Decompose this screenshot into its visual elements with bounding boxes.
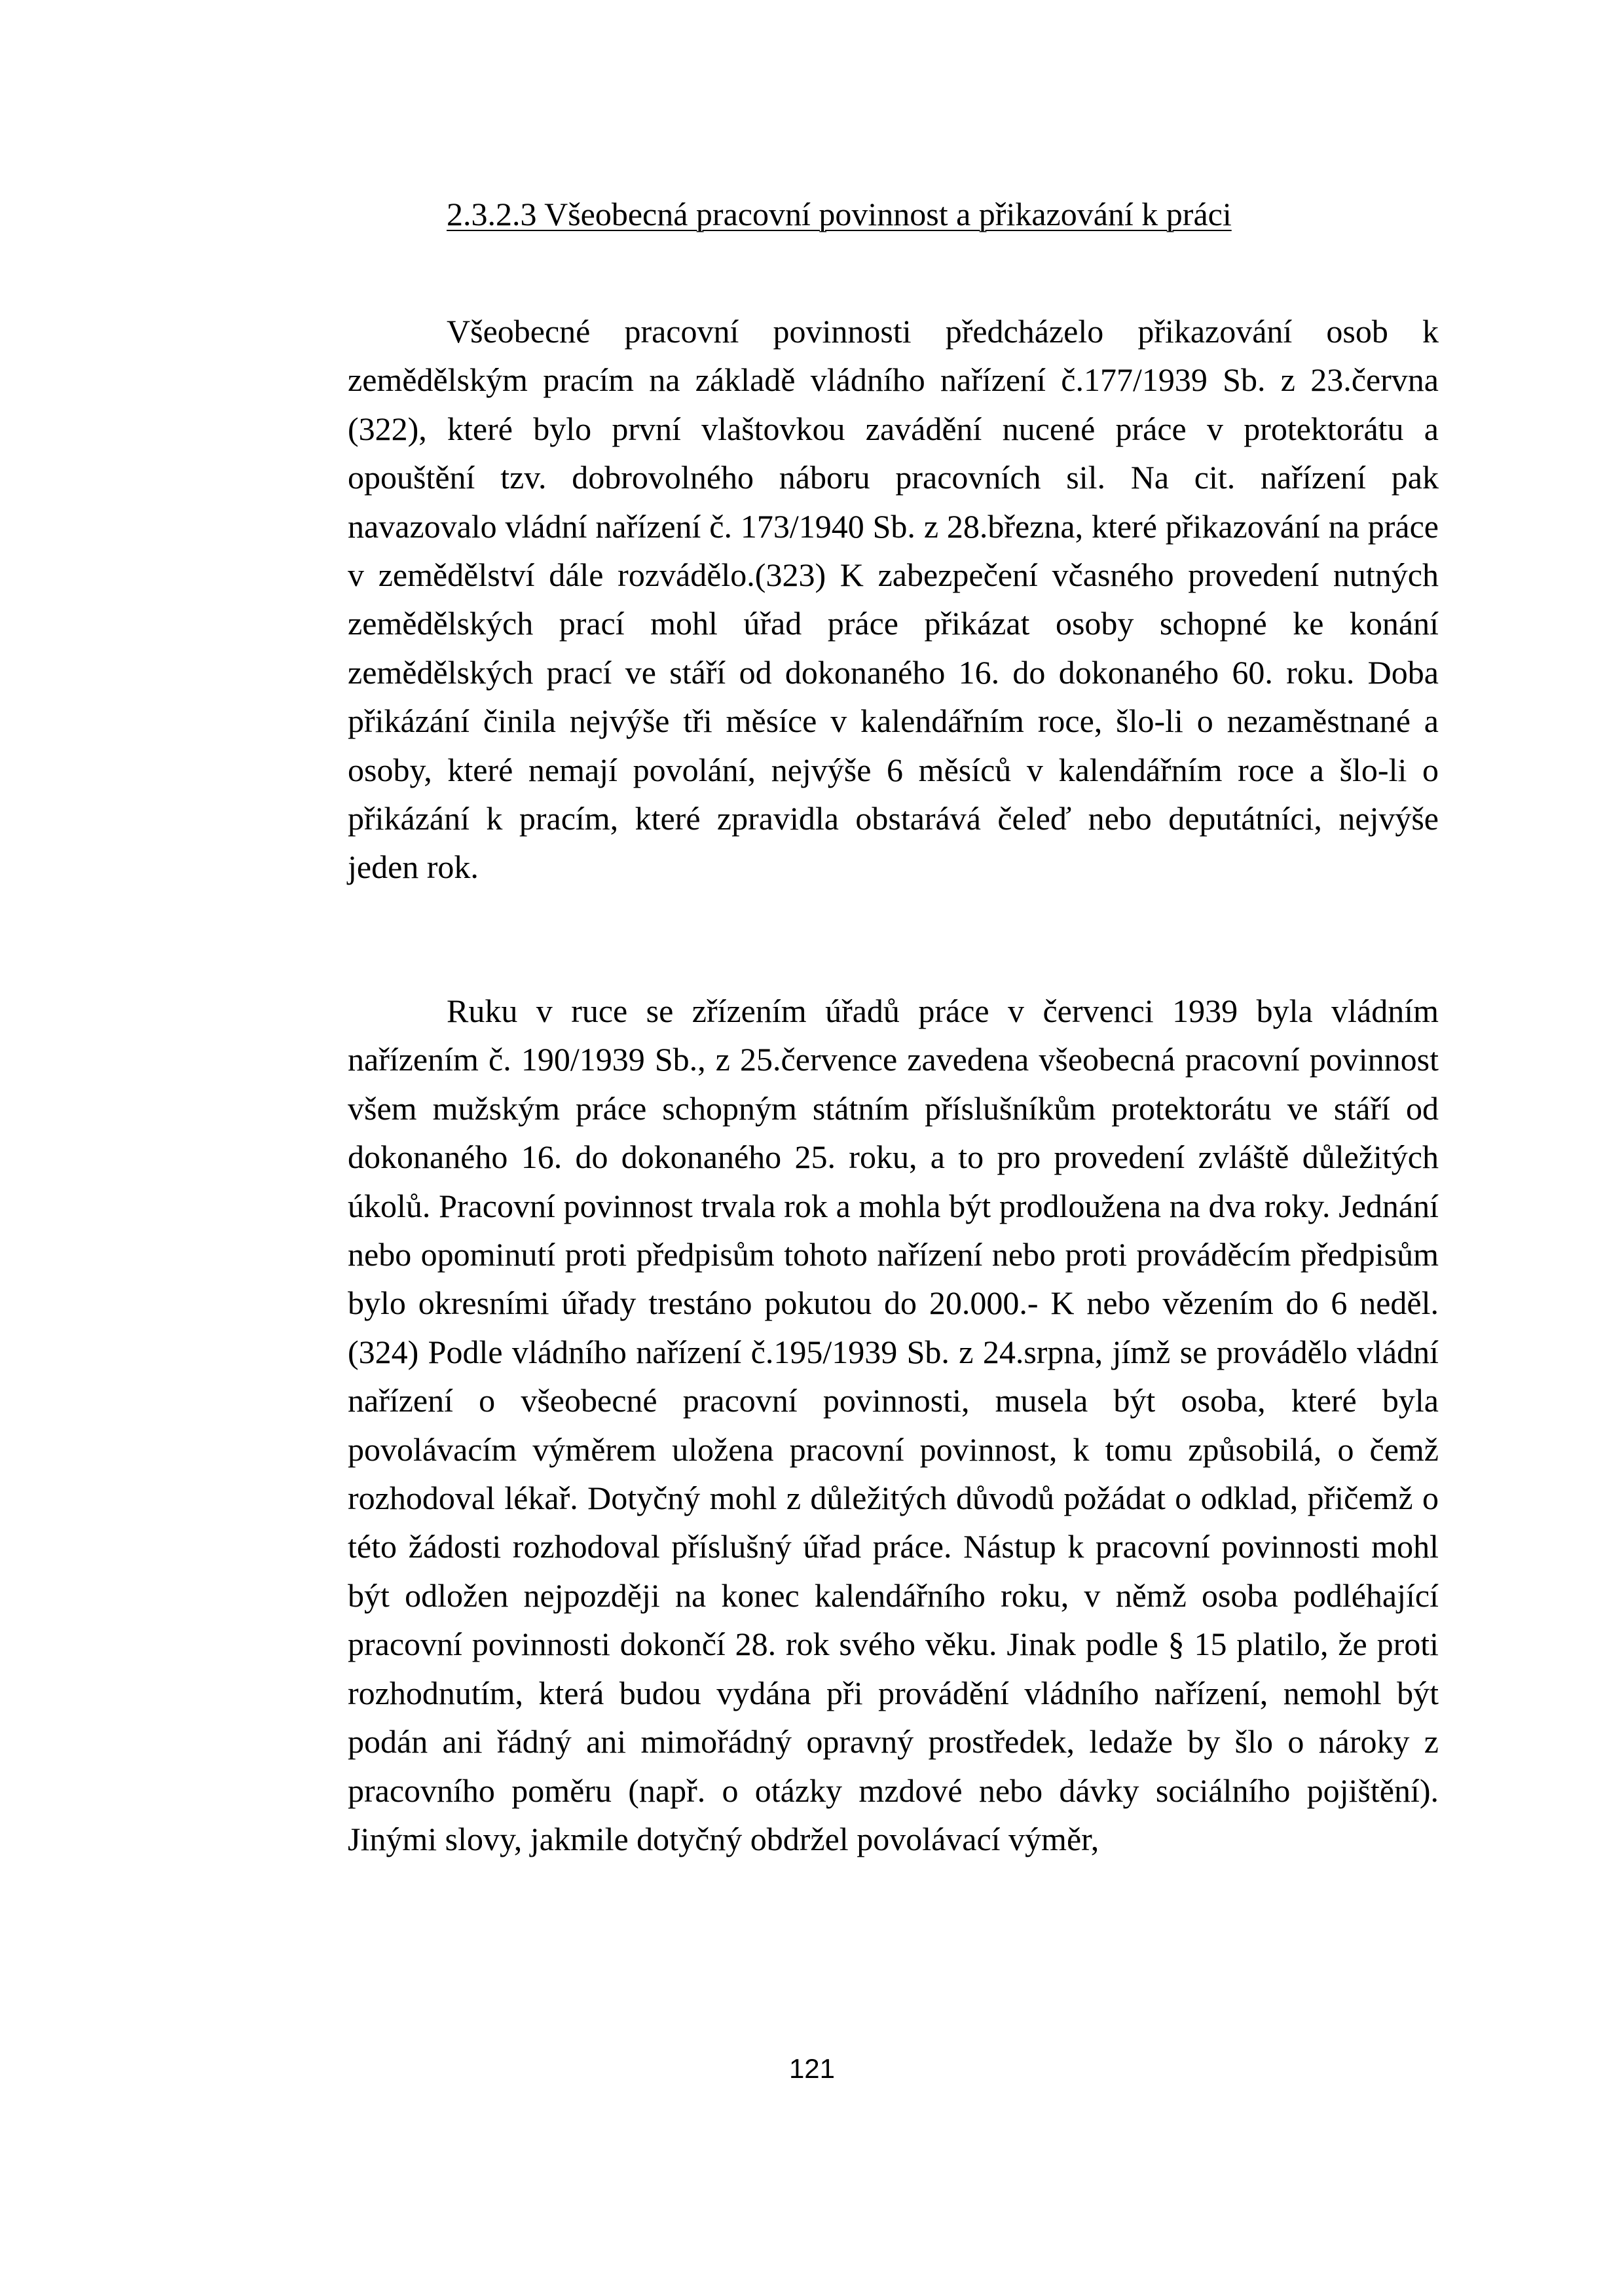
body-paragraph-1: Všeobecné pracovní povinnosti předcházelo přikazování osob k zemědělským pracím na základě vládního nařízení č.177/1939 Sb. z 23.června (322), které bylo první vlaštovkou zavádění nucené práce v protektorátu a opouštění tzv. dobrovolného náboru pracovních sil. Na cit. nařízení pak navazovalo vládní nařízení č. 173/1940 Sb. z 28.března, které přikazování na práce v zemědělství dále rozvádělo.(323) K zabezpečení včasného provedení nutných zemědělských prací mohl úřad práce přikázat osoby schopné ke konání zemědělských prací ve stáří od dokonaného 16. do dokonaného 60. roku. Doba přikázání činila nejvýše tři měsíce v kalendářním roce, šlo-li o nezaměstnané a osoby, které nemají povolání, nejvýše 6 měsíců v kalendářním roce a šlo-li o přikázání k pracím, které zpravidla obstarává čeleď nebo deputátníci, nejvýše jeden rok. <box>348 313 1439 886</box>
section-heading: 2.3.2.3 Všeobecná pracovní povinnost a přikazování k práci <box>447 196 1232 232</box>
page-number: 121 <box>788 2053 836 2084</box>
body-paragraph-2: Ruku v ruce se zřízením úřadů práce v červenci 1939 byla vládním nařízením č. 190/1939 Sb., z 25.července zavedena všeobecná pracovní povinnost všem mužským práce schopným státním příslušníkům protektorátu ve stáří od dokonaného 16. do dokonaného 25. roku, a to pro provedení zvláště důležitých úkolů. Pracovní povinnost trvala rok a mohla být prodloužena na dva roky. Jednání nebo opominutí proti předpisům tohoto nařízení nebo proti prováděcím předpisům bylo okresními úřady trestáno pokutou do 20.000.- K nebo vězením do 6 neděl.(324) Podle vládního nařízení č.195/1939 Sb. z 24.srpna, jímž se provádělo vládní nařízení o všeobecné pracovní povinnosti, musela být osoba, které byla povolávacím výměrem uložena pracovní povinnost, k tomu způsobilá, o čemž rozhodoval lékař. Dotyčný mohl z důležitých důvodů požádat o odklad, přičemž o této žádosti rozhodoval příslušný úřad práce. Nástup k pracovní povinnosti mohl být odložen nejpozději na konec kalendářního roku, v němž osoba podléhající pracovní povinnosti dokončí 28. rok svého věku. Jinak podle § 15 platilo, že proti rozhodnutím, která budou vydána při provádění vládního nařízení, nemohl být podán ani řádný ani mimořádný opravný prostředek, ledaže by šlo o nároky z pracovního poměru (např. o otázky mzdové nebo dávky sociálního pojištění). Jinými slovy, jakmile dotyčný obdržel povolávací výměr, <box>348 993 1439 1857</box>
